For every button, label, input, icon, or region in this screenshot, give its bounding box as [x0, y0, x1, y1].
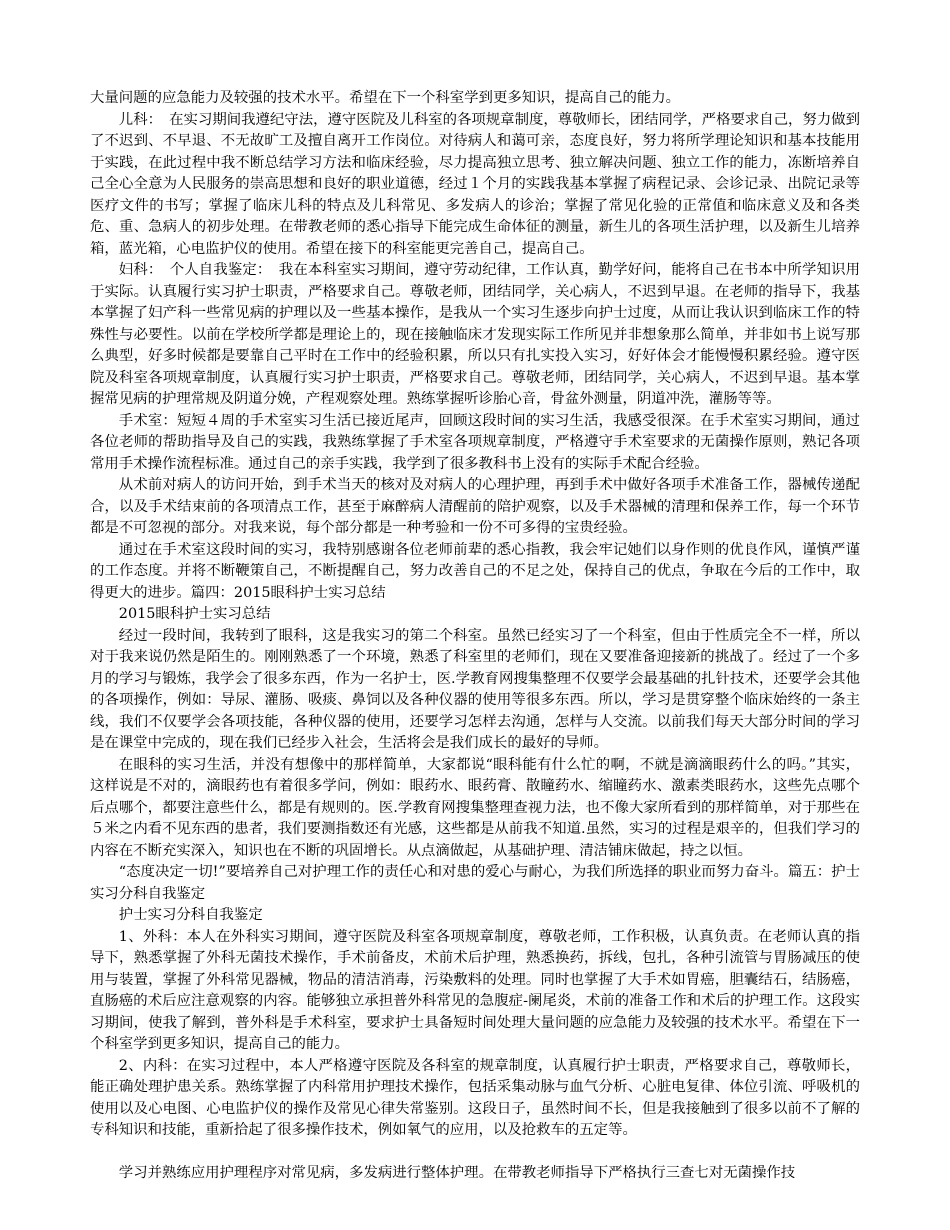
paragraph: 从术前对病人的访问开始，到手术当天的核对及对病人的心理护理，再到手术中做好各项手术准备工作，器械传递配合，以及手术结束前的各项清点工作，甚至于麻醉病人清醒前的陪护观察，以及手术器械的清理和保养工作，每一个环节都是不可忽视的部分。对我来说，每个部分都是一种考验和一份不可多得的宝贵经验。 [90, 477, 860, 536]
document-page [90, 88, 860, 1184]
paragraph-operating-room: 手术室：短短４周的手术室实习生活已接近尾声，回顾这段时间的实习生活，我感受很深。在手术室实习期间，通过各位老师的帮助指导及自己的实践，我熟练掌握了手术室各项规章制度，严格遵守手术室要求的无菌操作原则，熟记各项常用手术操作流程标准。通过自己的亲手实践，我学到了很多教科书上没有的实际手术配合经验。 [90, 412, 860, 472]
paragraph-pediatrics: 儿科： 在实习期间我遵纪守法，遵守医院及儿科室的各项规章制度，尊敬师长，团结同学，严格要求自己，努力做到了不迟到、不早退、不无故旷工及擅自离开工作岗位。对待病人和蔼可亲，态度良好，努力将所学理论知识和基本技能用于实践，在此过程中我不断总结学习方法和临床经验，尽力提高独立思考、独立解决问题、独立工作的能力，冻断培养自己全心全意为人民服务的崇高思想和良好的职业道德，经过１个月的实践我基本掌握了病程记录、会诊记录、出院记录等医疗文件的书写；掌握了临床儿科的特点及儿科常见、多发病人的诊治；掌握了常见化验的正常值和临床意义及和各类危、重、急病人的初步处理。在带教老师的悉心指导下能完成生命体征的测量，新生儿的各项生活护理，以及新生儿培养箱，蓝光箱，心电监护仪的使用。希望在接下的科室能更完善自己，提高自己。 [90, 111, 860, 257]
paragraph: 通过在手术室这段时间的实习，我特别感谢各位老师前辈的悉心指教，我会牢记她们以身作则的优良作风，谨慎严谨的工作态度。并将不断鞭策自己，不断提醒自己，努力改善自己的不足之处，保持自己的优点，争取在今后的工作中，取得更大的进步。篇四：2015眼科护士实习总结 [90, 541, 860, 601]
paragraph-surgery: 1、外科：本人在外科实习期间，遵守医院及科室各项规章制度，尊敬老师，工作积极，认真负责。在老师认真的指导下，熟悉掌握了外科无菌技术操作，手术前备皮，术前术后护理，熟悉换药，拆线，包扎，各种引流管与胃肠减压的使用与装置，掌握了外科常见器械，物品的清洁消毒，污染敷料的处理。同时也掌握了大手术如胃癌，胆囊结石，结肠癌，直肠癌的术后应注意观察的内容。能够独立承担普外科常见的急腹症-阑尾炎，术前的准备工作和术后的护理工作。这段实习期间，使我了解到，普外科是手术科室，要求护士具备短时间处理大量问题的应急能力及较强的技术水平。希望在下一个科室学到更多知识，提高自己的能力。 [90, 928, 860, 1052]
paragraph: 大量问题的应急能力及较强的技术水平。希望在下一个科室学到更多知识，提高自己的能力。 [90, 90, 681, 106]
paragraph: 学习并熟练应用护理程序对常见病，多发病进行整体护理。在带教老师指导下严格执行三查七对无菌操作技 [118, 1164, 796, 1181]
paragraph-gap [90, 1142, 860, 1163]
section-heading: 2015眼科护士实习总结 [118, 606, 271, 622]
paragraph: 在眼科的实习生活，并没有想像中的那样简单，大家都说“眼科能有什么忙的啊，不就是滴滴眼药什么的吗。”其实，这样说是不对的，滴眼药也有着很多学问，例如：眼药水、眼药膏、散瞳药水、缩瞳药水、激素类眼药水，这些先点哪个后点哪个，都要注意些什么，都是有规则的。医.学教育网搜集整理查视力法，也不像大家所看到的那样简单，对于那些在５米之内看不见东西的患者，我们要测指数还有光感，这些都是从前我不知道.虽然，实习的过程是艰辛的，但我们学习的内容在不断充实深入，知识也在不断的巩固增长。从点滴做起，从基础护理、清洁铺床做起，持之以恒。 [90, 756, 860, 859]
paragraph-gynecology: 妇科： 个人自我鉴定： 我在本科室实习期间，遵守劳动纪律，工作认真，勤学好问，能将自己在书本中所学知识用于实际。认真履行实习护士职责，严格要求自己。尊敬老师，团结同学，关心病人，不迟到早退。在老师的指导下，我基本掌握了妇产科一些常见病的护理以及一些基本操作，是我从一个实习生逐步向护士过度，从而让我认识到临床工作的特殊性与必要性。以前在学校所学都是理论上的，现在接触临床才发现实际工作所见并非想象那么简单，并非如书上说写那么典型，好多时候都是要靠自己平时在工作中的经验积累，所以只有扎实投入实习，好好体会才能慢慢积累经验。遵守医院及科室各项规章制度，认真履行实习护士职责，严格要求自己。尊敬老师，团结同学，关心病人，不迟到早退。基本掌握常见病的护理常规及阴道分娩，产程观察处理。熟练掌握听诊胎心音，骨盆外测量，阴道冲洗，灌肠等等。 [90, 262, 860, 407]
paragraph: “态度决定一切!”要培养自己对护理工作的责任心和对患的爱心与耐心，为我们所选择的职业而努力奋斗。篇五：护士实习分科自我鉴定 [90, 864, 860, 902]
paragraph-internal-medicine: 2、内科：在实习过程中，本人严格遵守医院及各科室的规章制度，认真履行护士职责，严格要求自己，尊敬师长，能正确处理护患关系。熟练掌握了内科常用护理技术操作，包括采集动脉与血气分析、心脏电复律、体位引流、呼吸机的使用以及心电图、心电监护仪的操作及常见心律失常鉴别。这段日子，虽然时间不长，但是我接触到了很多以前不了解的专科知识和技能，重新拾起了很多操作技术，例如氧气的应用，以及抢救车的五定等。 [90, 1057, 860, 1138]
paragraph-ophthalmology: 经过一段时间，我转到了眼科，这是我实习的第二个科室。虽然已经实习了一个科室，但由于性质完全不一样，所以对于我来说仍然是陌生的。刚刚熟悉了一个环境，熟悉了科室里的老师们，现在又要准备迎接新的挑战了。经过了一个多月的学习与锻炼，我学会了很多东西，作为一名护士，医.学教育网搜集整理不仅要学会最基础的扎针技术，还要学会其他的各项操作，例如：导尿、灌肠、吸痰、鼻饲以及各种仪器的使用等很多东西。所以，学习是贯穿整个临床始终的一条主线，我们不仅要学会各项技能，各种仪器的使用，还要学习怎样去沟通，怎样与人交流。以前我们每天大部分时间的学习是在课堂中完成的，现在我们已经步入社会，生活将会是我们成长的最好的导师。 [90, 627, 860, 751]
section-heading: 护士实习分科自我鉴定 [118, 907, 263, 923]
